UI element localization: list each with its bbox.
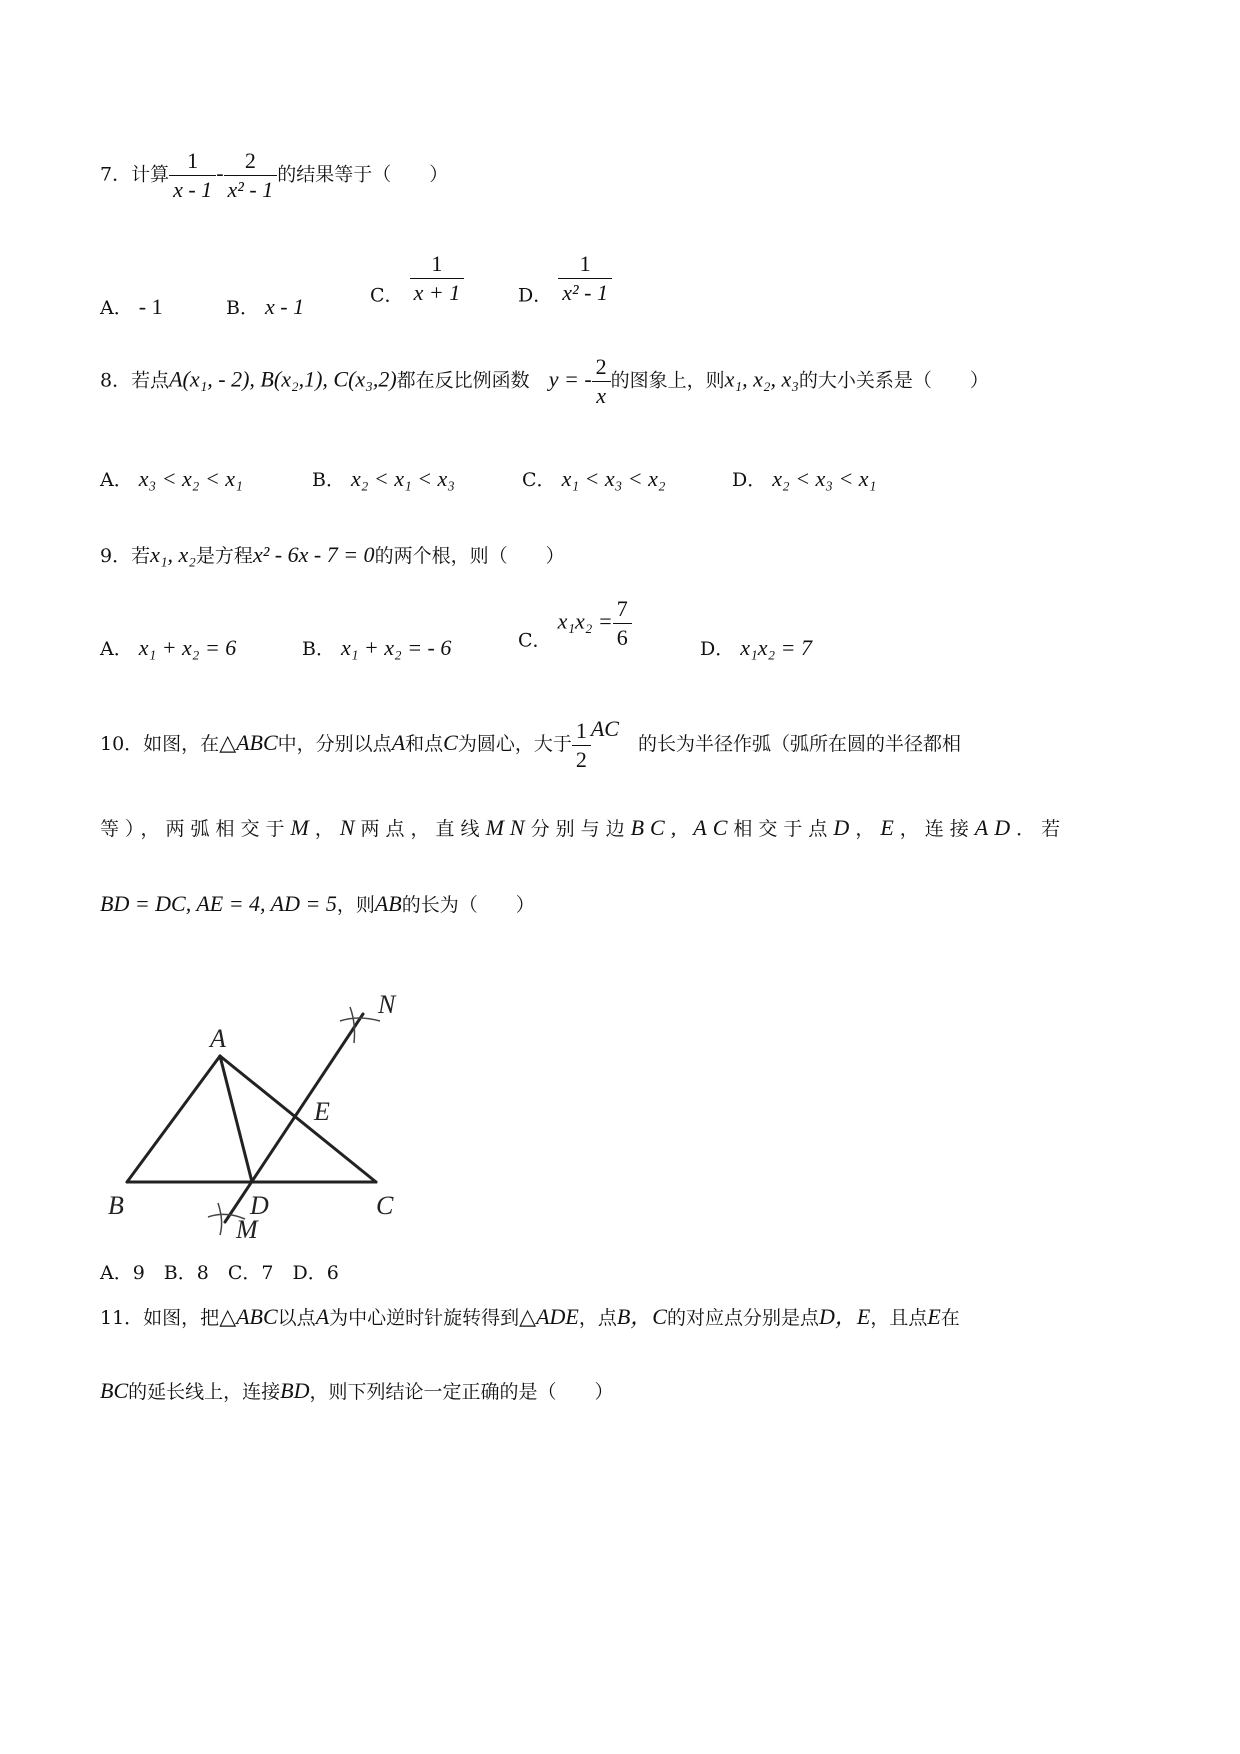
q10-arc-m-2 [218,1203,222,1235]
q7-option-b: B． x - 1 [226,294,305,319]
q10-label-m: M [236,1215,258,1244]
q10-options: A．9 B．8 C．7 D．6 [100,1262,339,1284]
q9-option-d: D． x₁x₂ = 7 [700,635,812,660]
q8-option-d: D． x₂ < x₃ < x₁ [732,466,877,491]
q11-line-2: BC的延长线上，连接BD，则下列结论一定正确的是（ ） [100,1378,614,1403]
q7-option-a: A． - 1 [100,294,163,319]
q10-label-d: D [250,1191,269,1220]
q10-segment-ad [220,1056,252,1182]
q10-label-a: A [210,1024,226,1053]
q9-option-b: B． x₁ + x₂ = - 6 [302,635,452,660]
q9-option-c: C． x₁x₂ = $\frac{7}{6}$ [518,598,632,653]
q10-label-c: C [376,1191,394,1220]
q10-line-1: 10．如图，在△ABC中，分别以点A和点C为圆心，大于 $\frac{1}{2}$ AC 的长为半径作弧（弧所在圆的半径都相 [100,716,962,772]
q11-line-1: 11．如图，把△ABC以点A为中心逆时针旋转得到△ADE，点B，C的对应点分别是点D，E，且点E在 [100,1304,960,1329]
q10-figure [100,985,420,1245]
q10-line-3: BD = DC, AE = 4, AD = 5，则AB的长为（ ） [100,891,535,916]
q10-label-e: E [314,1097,330,1126]
q8-function-fraction: $\frac{2}{x}$ [592,356,611,407]
q10-line-mn [225,1014,363,1222]
q10-segment-ab [127,1056,220,1182]
q10-half-fraction: $\frac{1}{2}$ [572,720,591,771]
q8-stem: 8．若点A(x₁, - 2), B(x₂,1), C(x₃,2)都在反比例函数 y = - $\frac{2}{x}$ 的图象上，则x₁, x₂, x₃的大小关系是（ ） [100,354,989,408]
q9-option-a: A． x₁ + x₂ = 6 [100,635,237,660]
q10-label-b: B [108,1191,124,1220]
q8-option-a: A． x₃ < x₂ < x₁ [100,466,243,491]
q7-fraction-2: $\frac{2}{\text{x² - 1}}$ [224,150,278,201]
q7-option-c: C． $\frac{1}{x + 1}$ [370,253,464,308]
q9-stem: 9．若x₁, x₂是方程x² - 6x - 7 = 0的两个根，则（ ） [100,542,565,567]
q10-label-n: N [378,990,396,1019]
q8-option-b: B． x₂ < x₁ < x₃ [312,466,455,491]
q10-line-2: 等），两弧相交于M，N两点，直线MN分别与边BC, AC相交于点D，E，连接AD．若 [100,815,1067,840]
q10-arc-n-2 [350,1007,355,1043]
q7-option-d: D． $\frac{1}{\text{x² - 1}}$ [518,253,612,308]
q8-option-c: C． x₁ < x₃ < x₂ [522,466,666,491]
q10-segment-ac [220,1056,376,1182]
q7-stem: 7．计算 $\frac{1}{x - 1}$ - $\frac{2}{\text{x² - 1}}$ 的结果等于（ ） [100,148,449,202]
q7-fraction-1: $\frac{1}{x - 1}$ [169,150,216,201]
